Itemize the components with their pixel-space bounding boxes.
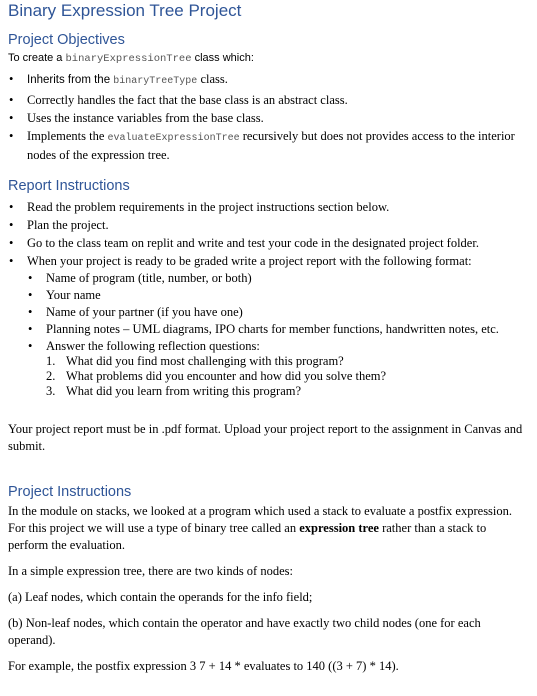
objectives-heading: Project Objectives	[8, 32, 125, 48]
question-text: What did you find most challenging with this program?	[66, 354, 344, 368]
objective-item-code: evaluateExpressionTree	[107, 133, 240, 144]
report-format-item: • Name of program (title, number, or both)	[27, 270, 529, 286]
project-paragraph-1-after: rather than a stack to perform the evaluation.	[8, 521, 487, 552]
objective-item	[8, 128, 529, 163]
project-paragraph-3: (a) Leaf nodes, which contain the operands for the info field;	[8, 590, 313, 604]
project-paragraph-1	[8, 503, 529, 554]
project-paragraph-2: In a simple expression tree, there are two kinds of nodes:	[8, 564, 293, 578]
report-format-item: • Your name	[27, 287, 529, 303]
report-submit-note: Your project report must be in .pdf format. Upload your project report to the assignment in Canvas and submit.	[8, 422, 523, 453]
question-number: 1.	[46, 354, 56, 368]
report-item: • Go to the class team on replit and write and test your code in the designated project folder.	[8, 235, 529, 251]
report-format-item: • Planning notes – UML diagrams, IPO charts for member functions, handwritten notes, etc.	[27, 321, 529, 337]
objective-item: • Uses the instance variables from the base class.	[8, 110, 529, 126]
objectives-intro-after: class which:	[191, 52, 254, 64]
report-format-item	[27, 338, 529, 399]
objectives-intro	[8, 51, 529, 67]
project-heading: Project Instructions	[8, 484, 132, 500]
objectives-list	[8, 71, 529, 163]
report-item	[8, 253, 529, 399]
objective-item-after: class.	[197, 72, 228, 86]
objective-item-code: binaryTreeType	[113, 76, 198, 87]
objective-item-before: Implements the	[27, 129, 108, 143]
objectives-intro-code: binaryExpressionTree	[65, 53, 192, 65]
reflection-questions	[46, 354, 529, 399]
project-paragraph-4: (b) Non-leaf nodes, which contain the operator and have exactly two child nodes (one for each operand).	[8, 616, 481, 647]
question-text: What did you learn from writing this program?	[66, 384, 302, 398]
question-number: 3.	[46, 384, 56, 398]
objective-item: • Correctly handles the fact that the base class is an abstract class.	[8, 92, 529, 108]
question-number: 2.	[46, 369, 56, 383]
page-title: Binary Expression Tree Project	[8, 1, 242, 20]
report-item-text: When your project is ready to be graded write a project report with the following format:	[27, 254, 472, 268]
report-item: • Read the problem requirements in the project instructions section below.	[8, 199, 529, 215]
reflection-question	[46, 354, 529, 369]
project-paragraph-5: For example, the postfix expression 3 7 + 14 * evaluates to 140 ((3 + 7) * 14).	[8, 659, 399, 673]
reflection-question	[46, 369, 529, 384]
report-format-list	[27, 270, 529, 399]
project-paragraph-1-before: In the module on stacks, we looked at a program which used a stack to evaluate a postfix expression. For this project we will use a type of binary tree called an	[8, 504, 513, 535]
report-list	[8, 199, 529, 399]
objective-item-after: recursively but does not provides access to the interior nodes of the expression tree.	[27, 129, 515, 162]
objective-item	[8, 71, 529, 90]
objective-item-before: Inherits from the	[27, 74, 114, 86]
reflection-question	[46, 384, 529, 399]
project-paragraph-1-bold: expression tree	[299, 521, 379, 535]
report-format-item-text: Answer the following reflection questions:	[46, 339, 260, 353]
question-text: What problems did you encounter and how did you solve them?	[66, 369, 387, 383]
objectives-intro-before: To create a	[8, 52, 66, 64]
report-item: • Plan the project.	[8, 217, 529, 233]
report-heading: Report Instructions	[8, 178, 130, 194]
report-format-item: • Name of your partner (if you have one)	[27, 304, 529, 320]
